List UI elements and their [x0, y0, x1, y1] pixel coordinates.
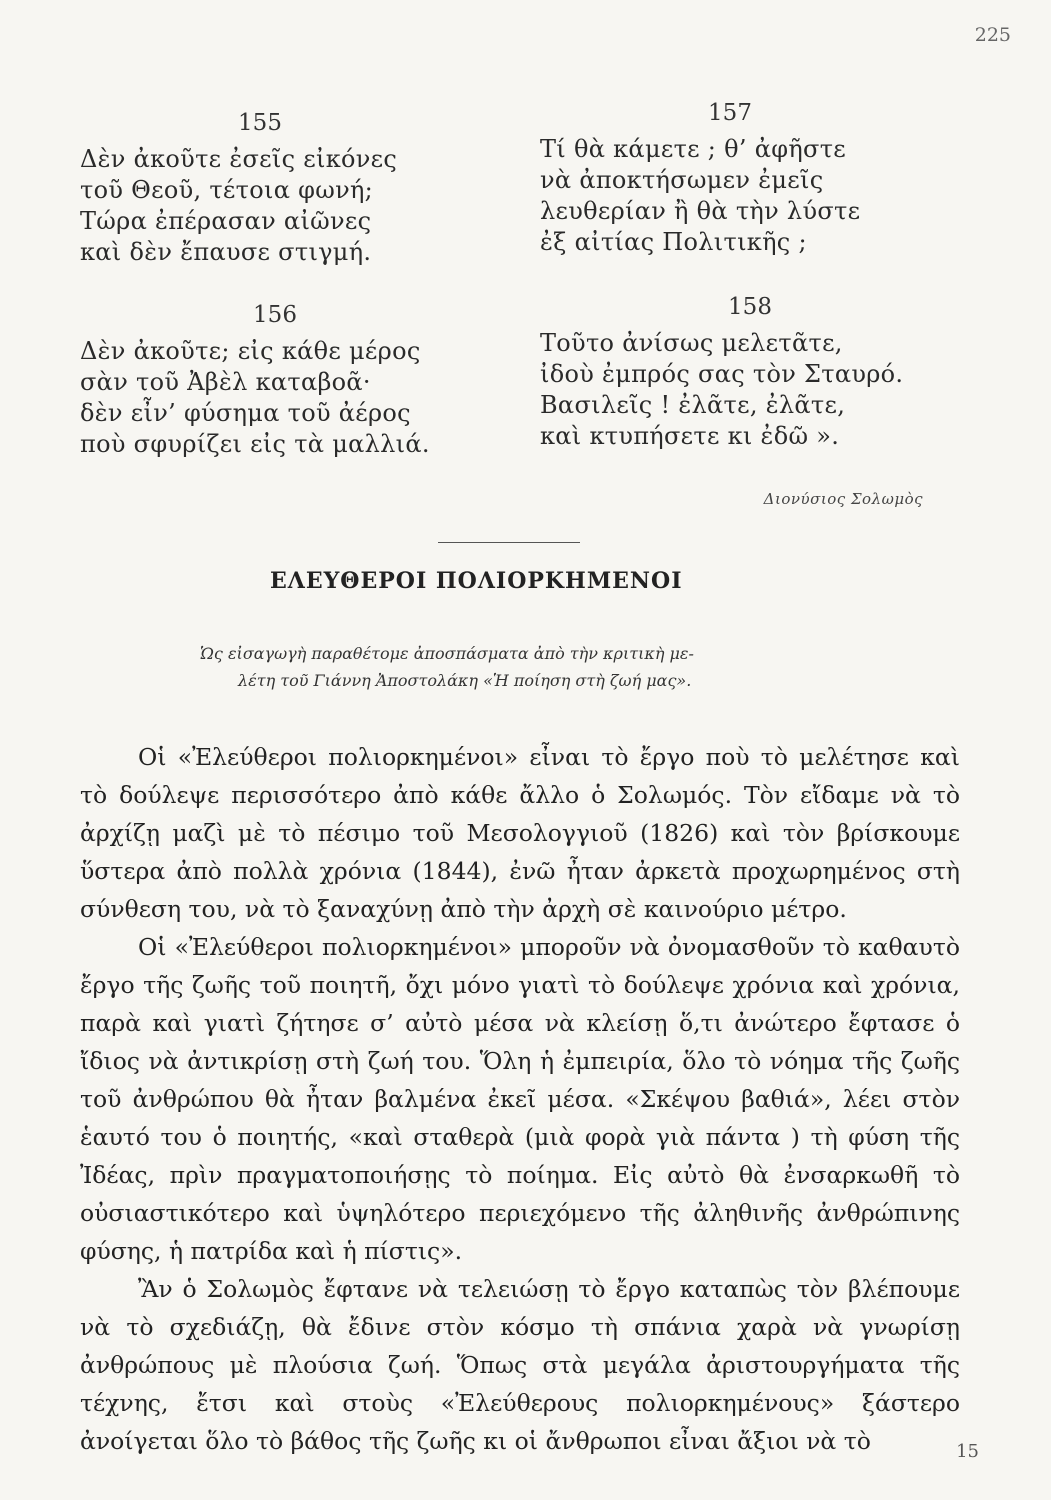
stanza-number: 156	[253, 302, 297, 328]
intro-line: Ὡς εἰσαγωγὴ παραθέτομε ἀποσπάσματα ἀπὸ τὴν κριτικὴ με-	[200, 644, 694, 663]
verse-line: Τοῦτο ἀνίσως μελετᾶτε,	[540, 329, 843, 357]
paragraph	[80, 1270, 960, 1460]
verse-line: καὶ κτυπήσετε κι ἐδῶ ».	[540, 422, 840, 450]
verse-line: καὶ δὲν ἔπαυσε στιγμή.	[80, 238, 372, 266]
verse-line: Τί θὰ κάμετε ; θ’ ἀφῆστε	[540, 135, 847, 163]
signature-mark: 15	[956, 1441, 979, 1462]
verse-line: νὰ ἀποκτήσωμεν ἐμεῖς	[540, 166, 824, 194]
paragraph-text: Οἱ «Ἐλεύθεροι πολιορκημένοι» μποροῦν νὰ ὀνομασθοῦν τὸ καθαυτὸ ἔργο τῆς ζωῆς τοῦ ποιητῆ, ὄχι μόνο γιατὶ τὸ δούλεψε χρόνια καὶ χρόνια, παρὰ καὶ γιατὶ ζήτησε σ’ αὐτὸ μέσα νὰ κλείσῃ ὅ,τι ἀνώτερο ἔφτασε ὁ ἴδιος νὰ ἀντικρίσῃ στὴ ζωή του. Ὅλη ἡ ἐμπειρία, ὅλο τὸ νόημα τῆς ζωῆς τοῦ ἀνθρώπου θὰ ἦταν βαλμένα ἐκεῖ μέσα. «Σκέψου βαθιά», λέει στὸν ἑαυτό του ὁ ποιητής, «καὶ σταθερὰ (μιὰ φορὰ γιὰ πάντα ) τὴ φύση τῆς Ἰδέας, πρὶν πραγματοποιήσῃς τὸ ποίημα. Εἰς αὐτὸ θὰ ἐνσαρκωθῆ τὸ οὐσιαστικότερο καὶ ὑψηλότερο περιεχόμενο τῆς ἀληθινῆς ἀνθρώπινης φύσης, ἡ πατρίδα καὶ ἡ πίστις».	[80, 933, 960, 1265]
stanza-156	[80, 302, 440, 460]
paragraph	[80, 738, 960, 928]
stanza-155	[80, 110, 410, 268]
verse-line: Βασιλεῖς ! ἐλᾶτε, ἐλᾶτε,	[540, 391, 846, 419]
paragraph-text: Οἱ «Ἐλεύθεροι πολιορκημένοι» εἶναι τὸ ἔργο ποὺ τὸ μελέτησε καὶ τὸ δούλεψε περισσότερο ἀπὸ κάθε ἄλλο ὁ Σολωμός. Τὸν εἴδαμε νὰ τὸ ἀρχίζῃ μαζὶ μὲ τὸ πέσιμο τοῦ Μεσολογγιοῦ (1826) καὶ τὸν βρίσκουμε ὕστερα ἀπὸ πολλὰ χρόνια (1844), ἐνῶ ἦταν ἀρκετὰ προχωρημένος στὴ σύνθεση του, νὰ τὸ ξαναχύνῃ ἀπὸ τὴν ἀρχὴ σὲ καινούριο μέτρο.	[80, 743, 960, 923]
section-title: ΕΛΕΥΘΕΡΟΙ ΠΟΛΙΟΡΚΗΜΕΝΟΙ	[270, 568, 683, 594]
verse-line: Δὲν ἀκοῦτε ἐσεῖς εἰκόνες	[80, 145, 398, 173]
body-text	[80, 738, 960, 1460]
paragraph	[80, 928, 960, 1270]
stanza-number: 155	[238, 110, 282, 136]
stanza-157	[540, 100, 920, 258]
verse-line: Τώρα ἐπέρασαν αἰῶνες	[80, 207, 372, 235]
intro-line: λέτη τοῦ Γιάννη Ἀποστολάκη «Ἡ ποίηση στὴ ζωή μας».	[238, 671, 692, 690]
verse-line: τοῦ Θεοῦ, τέτοια φωνή;	[80, 176, 374, 204]
verse-line: ἐξ αἰτίας Πολιτικῆς ;	[540, 228, 807, 256]
section-divider	[438, 542, 580, 543]
verse-line: λευθερίαν ἢ θὰ τὴν λύστε	[540, 197, 861, 225]
verse-line: σὰν τοῦ Ἀβὲλ καταβοᾶ·	[80, 368, 371, 396]
stanza-number: 158	[728, 294, 772, 320]
stanza-158	[540, 294, 960, 452]
verse-line: ἰδοὺ ἐμπρός σας τὸν Σταυρό.	[540, 360, 904, 388]
verse-line: Δὲν ἀκοῦτε; εἰς κάθε μέρος	[80, 337, 421, 365]
page-number: 225	[974, 24, 1011, 46]
verse-line: δὲν εἶν’ φύσημα τοῦ ἀέρος	[80, 399, 411, 427]
paragraph-text: Ἂν ὁ Σολωμὸς ἔφτανε νὰ τελειώσῃ τὸ ἔργο καταπὼς τὸν βλέπουμε νὰ τὸ σχεδιάζῃ, θὰ ἔδινε στὸν κόσμο τὴ σπάνια χαρὰ νὰ γνωρίσῃ ἀνθρώπους μὲ πλούσια ζωή. Ὅπως στὰ μεγάλα ἀριστουργήματα τῆς τέχνης, ἔτσι καὶ στοὺς «Ἐλεύθερους πολιορκημένους» ξάστερο ἀνοίγεται ὅλο τὸ βάθος τῆς ζωῆς κι οἱ ἄνθρωποι εἶναι ἄξιοι νὰ τὸ	[80, 1275, 960, 1455]
verse-line: ποὺ σφυρίζει εἰς τὰ μαλλιά.	[80, 430, 430, 458]
section-intro	[200, 640, 940, 694]
stanza-number: 157	[708, 100, 752, 126]
poem-author: Διονύσιος Σολωμὸς	[763, 490, 923, 508]
